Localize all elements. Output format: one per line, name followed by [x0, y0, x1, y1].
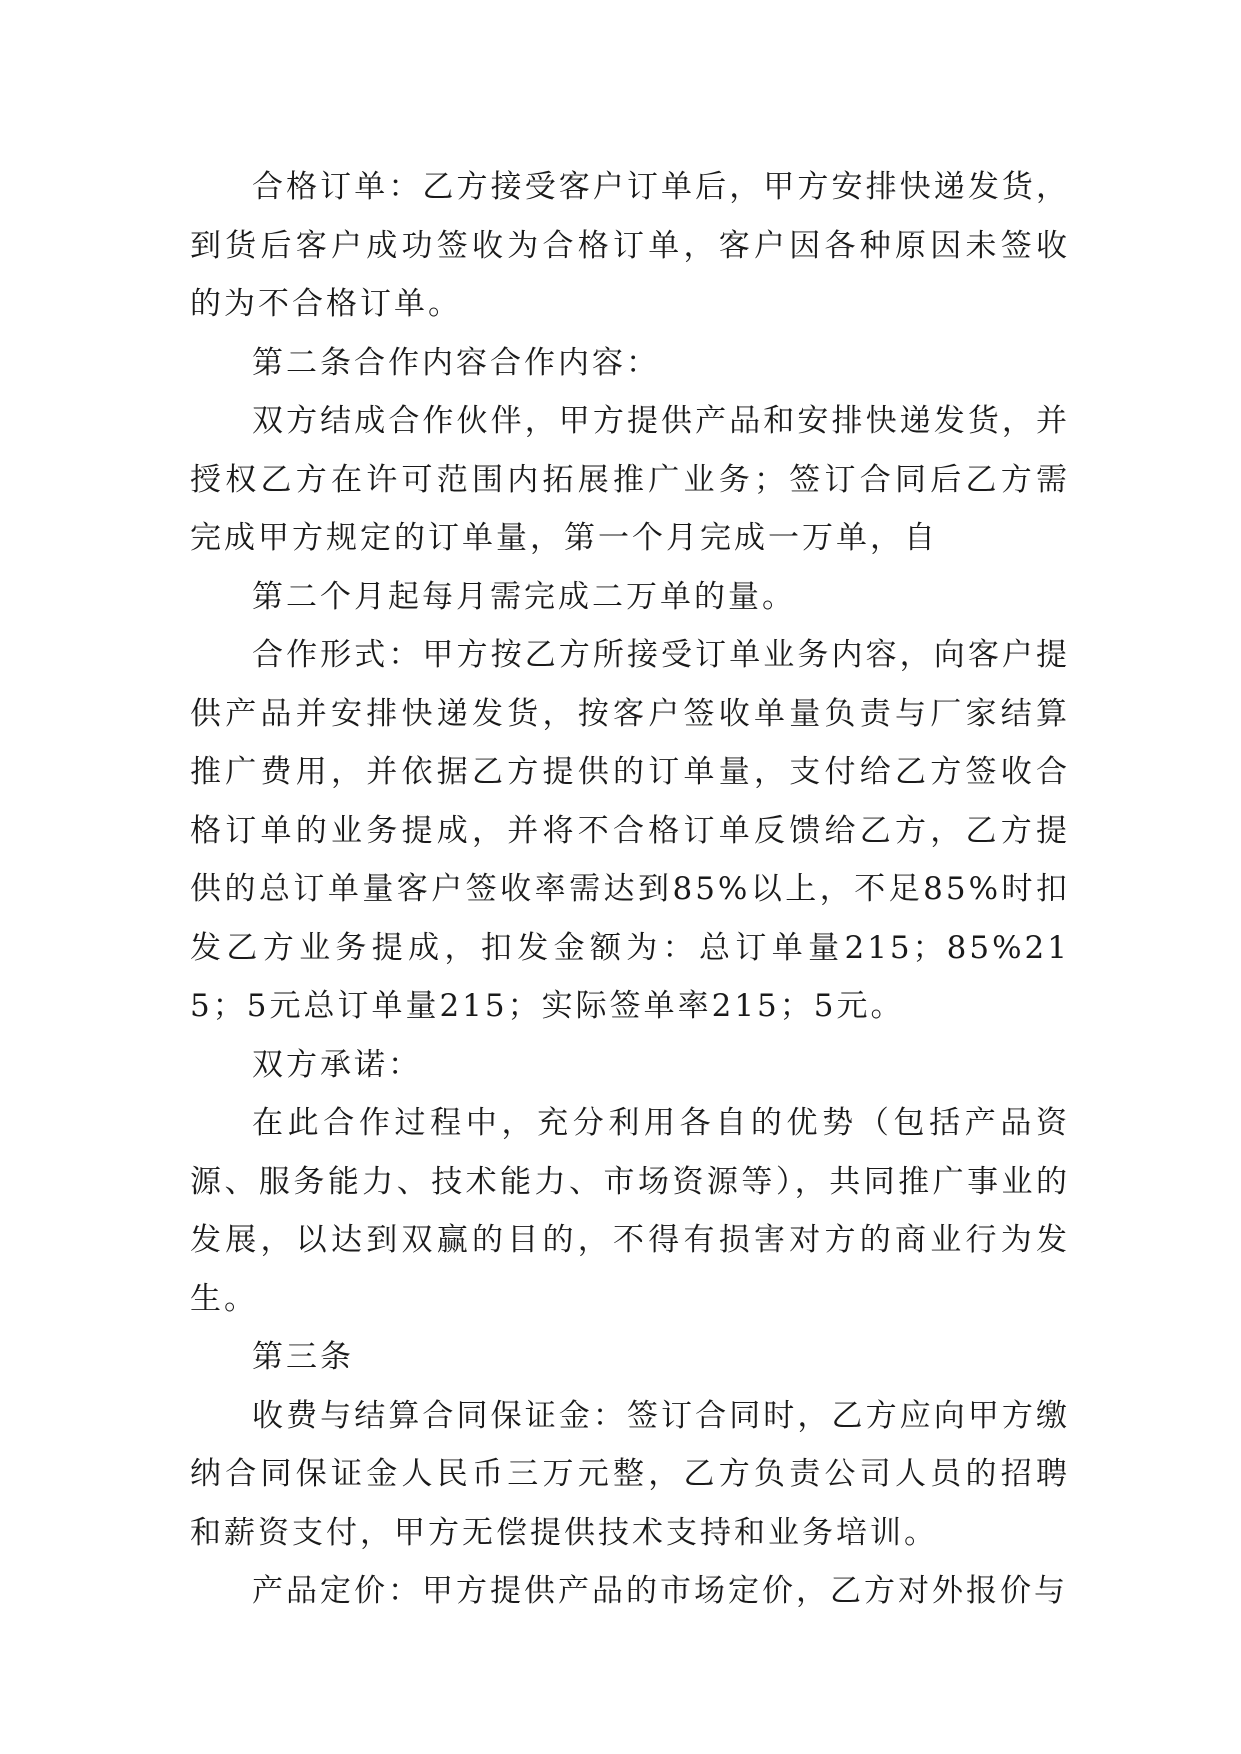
paragraph-commitment: 在此合作过程中，充分利用各自的优势（包括产品资源、服务能力、技术能力、市场资源等），共同推广事业的发展，以达到双赢的目的，不得有损害对方的商业行为发生。 — [190, 1105, 1070, 1317]
paragraph-cooperation-form: 合作形式：甲方按乙方所接受订单业务内容，向客户提供产品并安排快递发货，按客户签收单量负责与厂家结算推广费用，并依据乙方提供的订单量，支付给乙方签收合格订单的业务提成，并将不合格订单反馈给乙方，乙方提供的总订单量客户签收率需达到85%以上，不足85%时扣发乙方业务提成，扣发金额为：总订单量215；85%215；5元总订单量215；实际签单率215；5元。 — [190, 637, 1070, 1024]
paragraph-deposit: 收费与结算合同保证金：签订合同时，乙方应向甲方缴纳合同保证金人民币三万元整，乙方负责公司人员的招聘和薪资支付，甲方无偿提供技术支持和业务培训。 — [190, 1397, 1070, 1551]
paragraph-partnership: 双方结成合作伙伴，甲方提供产品和安排快递发货，并授权乙方在许可范围内拓展推广业务；签订合同后乙方需完成甲方规定的订单量，第一个月完成一万单，自 — [190, 403, 1070, 556]
paragraph-article-2-heading: 第二条合作内容合作内容： — [252, 344, 660, 381]
document-body — [190, 158, 1070, 1621]
paragraph-article-3-heading: 第三条 — [252, 1339, 354, 1375]
paragraph-qualified-order: 合格订单：乙方接受客户订单后，甲方安排快递发货，到货后客户成功签收为合格订单，客户因各种原因未签收的为不合格订单。 — [190, 169, 1070, 322]
paragraph-monthly-volume: 第二个月起每月需完成二万单的量。 — [252, 578, 796, 615]
paragraph-commitment-heading: 双方承诺： — [252, 1046, 422, 1083]
paragraph-pricing: 产品定价：甲方提供产品的市场定价，乙方对外报价与 — [252, 1573, 1068, 1609]
